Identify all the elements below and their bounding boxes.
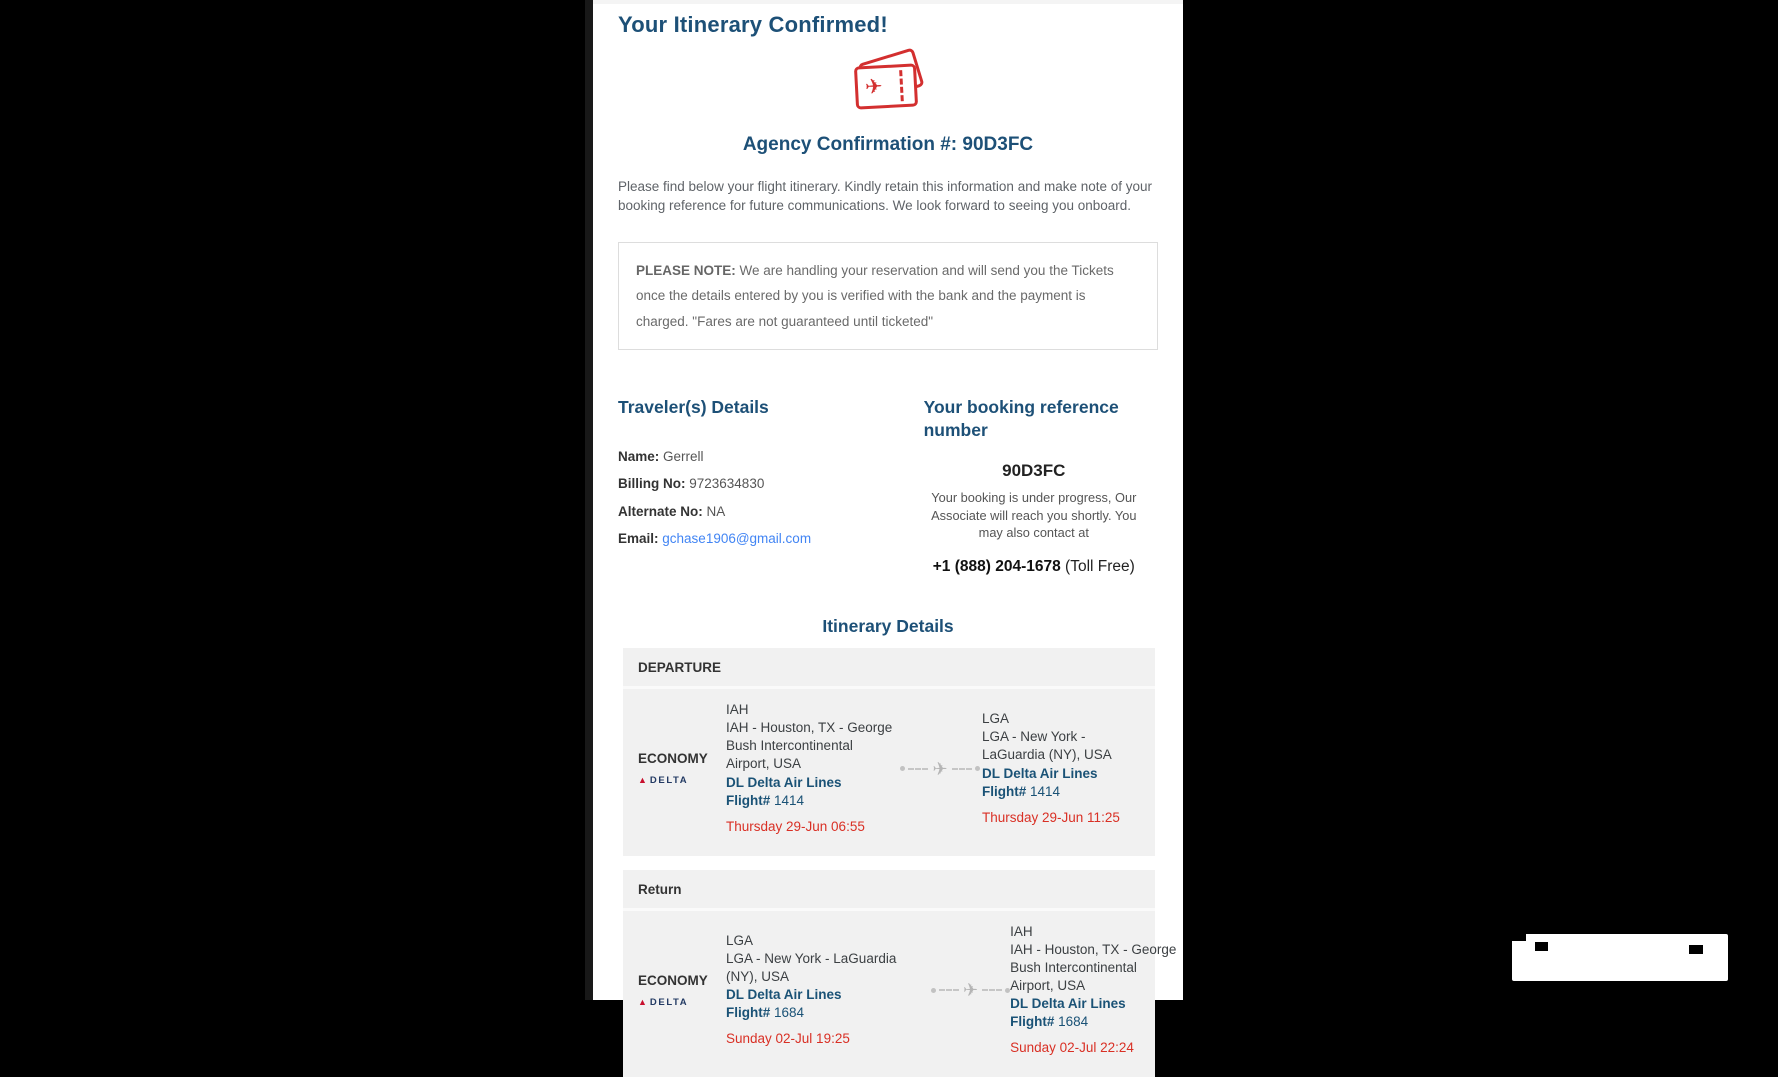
flight-number: 1684 xyxy=(1054,1014,1089,1030)
ticket-front-shape xyxy=(854,63,918,109)
delta-triangle-icon: ▲ xyxy=(638,775,647,786)
origin-datetime: Thursday 29-Jun 06:55 xyxy=(726,818,865,834)
flight-label: Flight# xyxy=(982,783,1027,799)
path-dash-left xyxy=(939,989,959,991)
phone-suffix: (Toll Free) xyxy=(1060,558,1135,576)
path-dash-right xyxy=(952,768,972,770)
origin-datetime: Sunday 02-Jul 19:25 xyxy=(726,1031,850,1047)
path-dash-right xyxy=(982,989,1002,991)
return-segment-card xyxy=(623,870,1177,1077)
booking-progress-note: Your booking is under progress, Our Associate will reach you shortly. You may also contact at xyxy=(931,490,1137,540)
delta-logo xyxy=(638,997,726,1008)
plane-icon: ✈ xyxy=(864,75,884,100)
name-value: Gerrell xyxy=(659,448,704,464)
redaction-corner-notch xyxy=(1512,934,1526,941)
origin-airport: IAH - Houston, TX - George Bush Intercontinental Airport, USA xyxy=(726,720,893,772)
path-dash-left xyxy=(908,768,928,770)
path-dot-left xyxy=(931,988,936,993)
phone-number[interactable]: +1 (888) 204-1678 xyxy=(932,558,1061,576)
cabin-class: ECONOMY xyxy=(638,972,708,988)
departure-segment-card xyxy=(623,648,1155,856)
origin-flight xyxy=(726,1004,931,1022)
traveler-details-heading: Traveler(s) Details xyxy=(618,396,769,417)
delta-triangle-icon: ▲ xyxy=(638,996,647,1007)
itinerary-details-heading: Itinerary Details xyxy=(822,616,954,637)
origin-airport: LGA - New York - LaGuardia (NY), USA xyxy=(726,950,897,984)
return-cabin-column xyxy=(638,973,726,1008)
origin-carrier: DL Delta Air Lines xyxy=(726,774,842,790)
return-section-label: Return xyxy=(623,870,1155,911)
departure-origin-details xyxy=(726,701,898,836)
flight-label: Flight# xyxy=(1010,1014,1055,1030)
destination-code: LGA xyxy=(982,711,1010,727)
path-dot-right xyxy=(975,766,980,771)
delta-wordmark: DELTA xyxy=(649,996,689,1008)
traveler-details-section xyxy=(618,396,910,576)
page-title: Your Itinerary Confirmed! xyxy=(618,12,888,37)
destination-airport: IAH - Houston, TX - George Bush Intercontinental Airport, USA xyxy=(1010,941,1177,994)
alternate-no-label: Alternate No: xyxy=(618,503,703,519)
please-note-box xyxy=(618,242,1158,350)
flight-path-separator xyxy=(898,760,982,778)
flight-number: 1684 xyxy=(770,1005,805,1021)
left-edge-shadow xyxy=(585,0,593,1000)
booking-reference-code: 90D3FC xyxy=(1002,461,1066,481)
email-row xyxy=(618,531,910,546)
ticket-icon xyxy=(853,54,923,110)
booking-reference-section xyxy=(910,396,1158,576)
destination-airport: LGA - New York - LaGuardia (NY), USA xyxy=(982,729,1112,763)
flight-path-graphic xyxy=(931,981,1010,999)
delta-logo xyxy=(638,775,726,786)
please-note-body: We are handling your reservation and will send you the Tickets once the details entered by you is verified with the bank and the payment is charged. "Fares are not guaranteed until ticketed" xyxy=(636,263,1114,329)
traveler-booking-row xyxy=(618,396,1158,576)
path-plane-icon: ✈ xyxy=(932,758,948,779)
return-origin-details xyxy=(726,932,931,1048)
traveler-fields xyxy=(618,449,910,547)
flight-number: 1414 xyxy=(770,792,805,808)
destination-datetime: Sunday 02-Jul 22:24 xyxy=(1010,1040,1134,1056)
destination-carrier: DL Delta Air Lines xyxy=(1010,996,1126,1012)
email-body xyxy=(593,0,1183,1056)
flight-path-separator xyxy=(931,981,1010,999)
destination-carrier: DL Delta Air Lines xyxy=(982,765,1098,781)
ticket-perforation xyxy=(899,70,904,101)
delta-wordmark: DELTA xyxy=(649,775,689,787)
alternate-no-value: NA xyxy=(702,503,726,519)
origin-carrier: DL Delta Air Lines xyxy=(726,987,842,1003)
departure-cabin-column xyxy=(638,751,726,786)
destination-flight xyxy=(1010,1013,1182,1031)
departure-flight-row xyxy=(623,689,1155,856)
redaction-notch-right xyxy=(1689,945,1703,954)
email-label: Email: xyxy=(618,531,659,547)
return-destination-details xyxy=(1010,923,1182,1058)
intro-paragraph: Please find below your flight itinerary. Kindly retain this information and make note of your booking reference for future communications. We look forward to seeing you onboard. xyxy=(618,179,1153,213)
return-flight-row xyxy=(623,911,1177,1077)
flight-number: 1414 xyxy=(1026,783,1061,799)
flight-label: Flight# xyxy=(726,792,771,808)
departure-section-label: DEPARTURE xyxy=(623,648,1155,689)
contact-phone-line xyxy=(910,558,1158,576)
flight-path-graphic xyxy=(900,760,979,778)
name-label: Name: xyxy=(618,448,660,464)
cabin-class: ECONOMY xyxy=(638,751,708,767)
path-dot-left xyxy=(900,766,905,771)
email-link[interactable]: gchase1906@gmail.com xyxy=(662,531,812,547)
destination-datetime: Thursday 29-Jun 11:25 xyxy=(982,809,1120,825)
agency-confirmation-heading: Agency Confirmation #: 90D3FC xyxy=(742,134,1034,155)
origin-code: IAH xyxy=(726,702,749,718)
please-note-label: PLEASE NOTE: xyxy=(636,263,736,279)
traveler-name-row xyxy=(618,449,910,464)
departure-destination-details xyxy=(982,710,1140,826)
booking-reference-heading: Your booking reference number xyxy=(923,396,1119,440)
alternate-no-row xyxy=(618,504,910,519)
redacted-watermark-box xyxy=(1512,934,1728,981)
destination-code: IAH xyxy=(1010,923,1033,939)
path-plane-icon: ✈ xyxy=(963,980,979,1001)
billing-no-value: 9723634830 xyxy=(685,476,765,492)
origin-code: LGA xyxy=(726,932,754,948)
destination-flight xyxy=(982,783,1140,801)
billing-no-row xyxy=(618,476,910,491)
billing-no-label: Billing No: xyxy=(618,476,686,492)
flight-label: Flight# xyxy=(726,1005,771,1021)
origin-flight xyxy=(726,792,898,810)
redaction-notch-left xyxy=(1535,942,1548,951)
